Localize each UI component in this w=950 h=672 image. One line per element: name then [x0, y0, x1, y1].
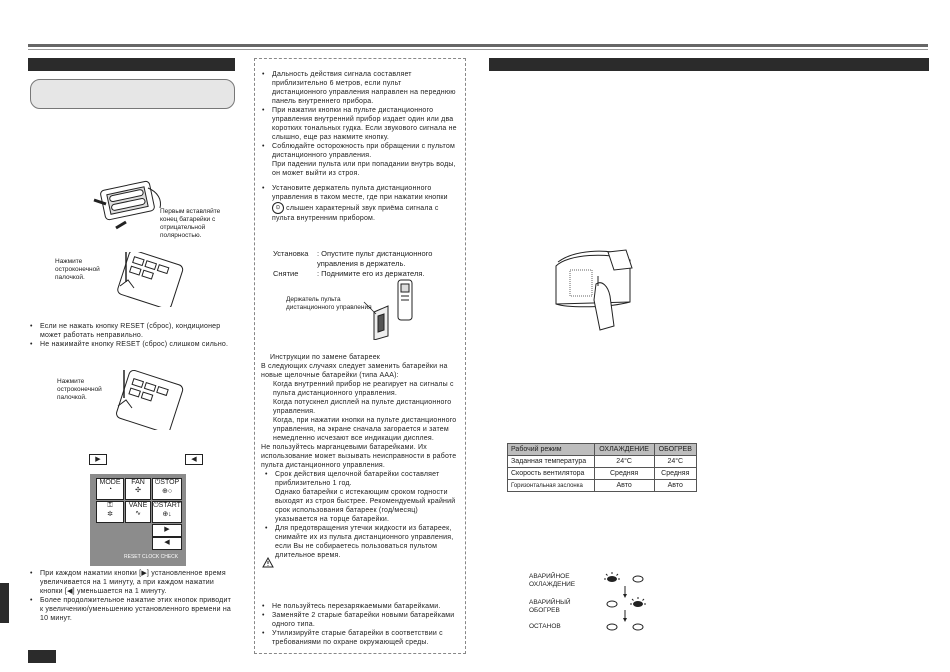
table-cell: Заданная температура [508, 456, 595, 468]
signal-note: • При нажатии кнопки на пульте дистанционного управления внутренний прибор издает один или два коротких тональных гудка. Если звукового сигнала не слышно, еще раз нажмите кнопку. [262, 106, 458, 142]
indicator-lamp-on-icon [630, 597, 646, 607]
fan-label: FAN [131, 479, 145, 486]
top-rule [28, 44, 928, 47]
remove-text: : Поднимите его из держателя. [317, 269, 425, 278]
table-row [508, 456, 697, 468]
warning-icon [262, 557, 274, 568]
table-cell: Средняя [594, 468, 654, 480]
right-section-bar [489, 58, 929, 71]
life-bullet: • Для предотвращения утечки жидкости из батареек, снимайте их из пульта дистанционного управления, если Вы не собираетесь пользоваться пультом длительное время. [265, 524, 458, 560]
reset-bullets [30, 322, 236, 349]
top-rule-thin [28, 49, 928, 50]
stop-button[interactable]: ⏻STOP ⊕○ [152, 478, 182, 500]
time-bullet: • Более продолжительное нажатие этих кнопок приводит к увеличению/уменьшению установленного времени на 10 минут. [30, 596, 236, 623]
life-bullet: • Срок действия щелочной батарейки составляет приблизительно 1 год. [265, 470, 458, 488]
clock-label: CLOCK [141, 554, 160, 560]
vane-label: VANE [128, 502, 148, 509]
holder-bullet [262, 184, 458, 223]
left-section-bar [28, 58, 235, 71]
indicator-lamp-off-icon [607, 624, 617, 630]
table-cell: Рабочий режим [508, 444, 595, 456]
battery-case: Когда, при нажатии кнопки на пульте дистанционного управления, на экране сначала загорается и затем немедленно исчезают все индикации дисплея. [273, 417, 457, 442]
table-row [508, 468, 697, 480]
time-down-button[interactable]: ◀ [152, 537, 182, 550]
battery-warning: • Заменяйте 2 старые батарейки новыми батарейками одного типа. [262, 611, 458, 629]
emergency-cool-label: АВАРИЙНОЕ ОХЛАЖДЕНИЕ [529, 573, 576, 588]
table-row [508, 444, 697, 456]
emergency-heat-label: АВАРИЙНЫЙ ОБОГРЕВ [529, 599, 571, 614]
page-number-box [28, 650, 56, 663]
mode-label: MODE [99, 479, 121, 486]
signal-note: • Дальность действия сигнала составляет приблизительно 6 метров, если пульт дистанционного управления направлен на переднюю панель внутреннего прибора. [262, 70, 458, 106]
side-tab [0, 583, 9, 623]
fan-button[interactable]: FAN ✣ [125, 478, 151, 500]
reset-illustration-2 [108, 370, 188, 430]
indoor-unit-illustration [548, 246, 638, 338]
battery-intro: В следующих случаях следует заменить батарейки на новые щелочные батарейки (типа AAA): [261, 363, 448, 379]
battery-title: Инструкции по замене батареек [270, 354, 381, 361]
time-bullets [30, 569, 236, 623]
battery-install-illustration [86, 178, 166, 238]
stop-label: STOP [160, 479, 180, 486]
table-cell: 24°C [654, 456, 696, 468]
indicator-lamp-off-icon [633, 624, 643, 630]
signal-note: • Соблюдайте осторожность при обращении с пультом дистанционного управления. [262, 142, 458, 160]
emergency-indicators [598, 570, 668, 634]
reset-label: RESET [124, 554, 141, 560]
time-bullet: • При каждом нажатии кнопки [▶] установленное время увеличивается на 1 минуту, а при каждом нажатии кнопки [◀] уменьшается на 1 минуту. [30, 569, 236, 596]
remove-label: Снятие [273, 269, 299, 278]
reset-illustration-1 [108, 252, 188, 307]
reset-caption-2: Нажмите остроконечной палочкой. [57, 378, 102, 401]
battery-warnings [262, 602, 458, 647]
holder-illustration [360, 278, 420, 340]
table-cell: Авто [594, 480, 654, 492]
install-text: : Опустите пульт дистанционного управления в держатель. [317, 249, 433, 268]
check-label: CHECK [160, 554, 179, 560]
back-key-icon: ◀ [185, 454, 203, 465]
battery-instructions [261, 353, 458, 560]
reset-caption-1: Нажмите остроконечной палочкой. [55, 258, 100, 281]
drop-note: При падении пульта или при попадании внутрь воды, он может выйти из строя. [272, 161, 456, 177]
indicator-lamp-off-icon [633, 576, 643, 582]
signal-notes [262, 70, 458, 178]
time-up-button[interactable]: ▶ [152, 524, 182, 537]
table-cell: ОБОГРЕВ [654, 444, 696, 456]
table-cell: Скорость вентилятора [508, 468, 595, 480]
left-heading-box [30, 79, 235, 109]
remote-keypad [90, 474, 186, 566]
indicator-lamp-on-icon [604, 572, 620, 582]
bottom-labels [124, 554, 178, 560]
install-remove [273, 249, 458, 279]
table-cell: Средняя [654, 468, 696, 480]
battery-case: Когда внутренний прибор не реагирует на сигналы с пульта дистанционного управления. [273, 381, 454, 397]
emergency-stop-label: ОСТАНОВ [529, 623, 561, 630]
no-manganese-note: Не пользуйтесь марганцевыми батарейками. Их использование может вызывать неисправности в работе пульта дистанционного управления. [261, 444, 457, 469]
reset-bullet: • Если не нажать кнопку RESET (сброс), кондиционер может работать неправильно. [30, 322, 236, 340]
vane-button[interactable]: VANE ∿ [125, 501, 151, 523]
life-note: Однако батарейки с истекающим сроком годности выходят из строя быстрее. Рекомендуемый крайний срок использования батареек (год/месяц) указывается на торце батарейки. [275, 489, 456, 523]
battery-install-caption: Первым вставляйте конец батарейки с отрицательной полярностью. [160, 208, 221, 239]
holder-caption: Держатель пульта дистанционного управления [286, 296, 372, 311]
table-cell: ОХЛАЖДЕНИЕ [594, 444, 654, 456]
mode-button[interactable]: MODE ◔ [96, 478, 124, 500]
start-button[interactable]: ⏻START ⊕↓ [152, 501, 182, 523]
holder-bullet-text-1: Установите держатель пульта дистанционного управления в таком месте, где при нажатии кнопки [272, 185, 448, 201]
install-label: Установка [273, 249, 309, 258]
econo-button[interactable]: ⚿ ✲ [96, 501, 124, 523]
table-cell: 24°C [594, 456, 654, 468]
holder-bullet-text-2: слышен характерный звук приёма сигнала с пульта внутренним прибором. [272, 204, 439, 222]
indicator-lamp-off-icon [607, 601, 617, 607]
forward-key-icon: ▶ [89, 454, 107, 465]
battery-case: Когда потускнел дисплей на пульте дистанционного управления. [273, 399, 452, 415]
battery-warning: • Утилизируйте старые батарейки в соответствии с требованиями по охране окружающей среды. [262, 629, 458, 647]
table-cell: Авто [654, 480, 696, 492]
table-row [508, 480, 697, 492]
emergency-settings-table [507, 443, 697, 492]
signal-button-icon: ⊙ [272, 202, 284, 214]
table-cell: Горизонтальная заслонка [508, 480, 595, 492]
battery-warning: • Не пользуйтесь перезаряжаемыми батарейками. [262, 602, 458, 611]
start-label: START [158, 502, 181, 509]
reset-bullet: • Не нажимайте кнопку RESET (сброс) слишком сильно. [30, 340, 236, 349]
